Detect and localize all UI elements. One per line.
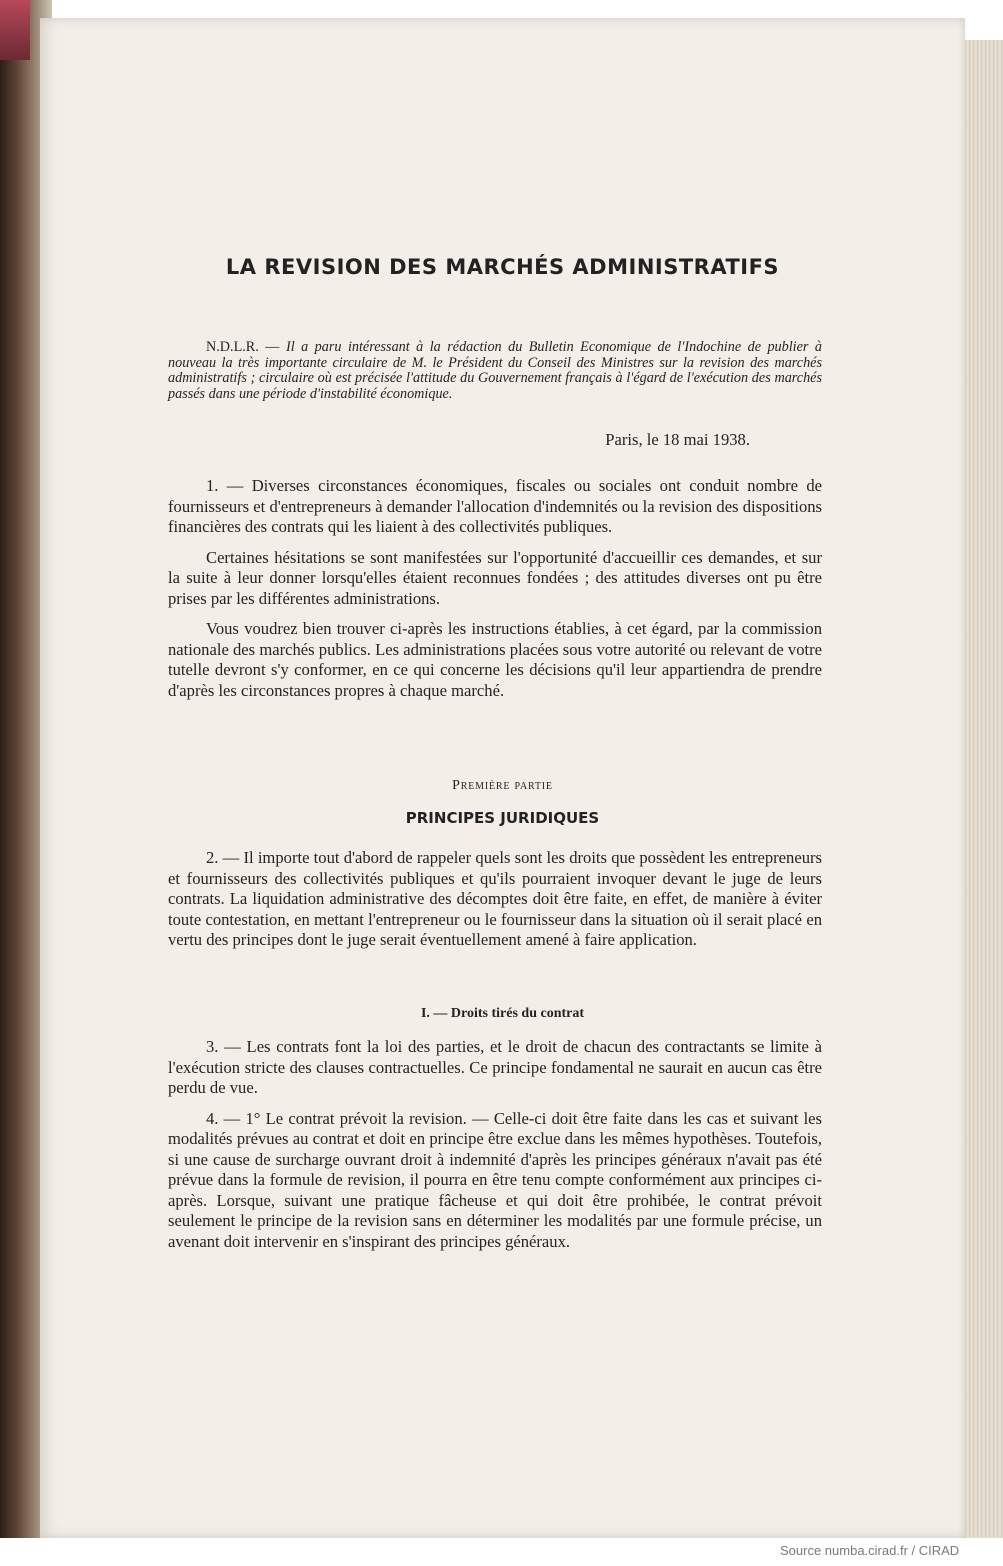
paragraph: 2. — Il importe tout d'abord de rappeler quels sont les droits que possèdent les entrepreneurs et fournisseurs des collectivités publiques et qu'ils pourraient invoquer devant le juge de leurs contrats. La liquidation administrative des décomptes doit être faite, en effet, de manière à éviter toute contestation, en mettant l'entrepreneur ou le fournisseur dans la situation où il serait placé en vertu des principes dont le juge serait éventuellement amené à faire application. xyxy=(168,848,822,949)
dateline: Paris, le 18 mai 1938. xyxy=(605,430,750,449)
intro-section xyxy=(168,476,822,711)
part-title xyxy=(40,778,965,794)
source-credit: Source numba.cirad.fr / CIRAD xyxy=(780,1543,960,1558)
paragraph: 3. — Les contrats font la loi des parties, et le droit de chacun des contractants se limite à l'exécution stricte des clauses contractuelles. Ce principe fondamental ne saurait en aucun cas être perdu de vue. xyxy=(168,1037,822,1097)
paragraph: Certaines hésitations se sont manifestées sur l'opportunité d'accueillir ces demandes, et sur la suite à leur donner lorsqu'elles étaient reconnues fondées ; des attitudes diverses ont pu être prises par les différentes administrations. xyxy=(168,547,822,608)
scanned-page xyxy=(40,18,965,1538)
paragraph: 1. — Diverses circonstances économiques, fiscales ou sociales ont conduit nombre de fournisseurs et d'entrepreneurs à demander l'allocation d'indemnités ou la revision des dispositions financières des contrats qui les liaient à des collectivités publiques. xyxy=(168,476,822,536)
subsection-heading: I. — Droits tirés du contrat xyxy=(420,1006,585,1021)
contract-rights-section xyxy=(168,1037,822,1262)
bookmark-ribbon xyxy=(0,0,30,60)
part-title-text: Première partie xyxy=(452,778,553,793)
editor-note-lead: N.D.L.R. — xyxy=(206,339,280,355)
paragraph: Vous voudrez bien trouver ci-après les instructions établies, à cet égard, par la commission nationale des marchés publics. Les administrations placées sous votre autorité ou relevant de votre tutelle devront s'y conformer, en ce qui concerne les décisions qu'il leur appartiendra de prendre d'après les circonstances propres à chaque marché. xyxy=(168,619,822,700)
principles-section xyxy=(168,848,822,961)
document-title: LA REVISION DES MARCHÉS ADMINISTRATIFS xyxy=(225,255,780,279)
section-heading: PRINCIPES JURIDIQUES xyxy=(405,809,600,827)
editor-note xyxy=(168,340,822,402)
editor-note-text: Il a paru intéressant à la rédaction du Bulletin Economique de l'Indochine de publier à nouveau la très importante circulaire de M. le Président du Conseil des Ministres sur la revision des marchés administratifs ; circulaire où est précisée l'attitude du Gouvernement français à l'égard de l'exécution des marchés passés dans une période d'instabilité économique. xyxy=(168,339,823,402)
paragraph: 4. — 1° Le contrat prévoit la revision. — Celle-ci doit être faite dans les cas et suivant les modalités prévues au contrat et doit en principe être exclue dans les mêmes hypothèses. Toutefois, si une cause de surcharge ouvrant droit à indemnité d'après les principes généraux n'avait pas été prévue dans la formule de revision, il pourra en être tenu compte conformément aux principes ci-après. Lorsque, suivant une pratique fâcheuse et qui doit être prohibée, le contrat prévoit seulement le principe de la revision sans en déterminer les modalités par une formule précise, un avenant doit intervenir en s'inspirant des principes généraux. xyxy=(168,1108,822,1251)
